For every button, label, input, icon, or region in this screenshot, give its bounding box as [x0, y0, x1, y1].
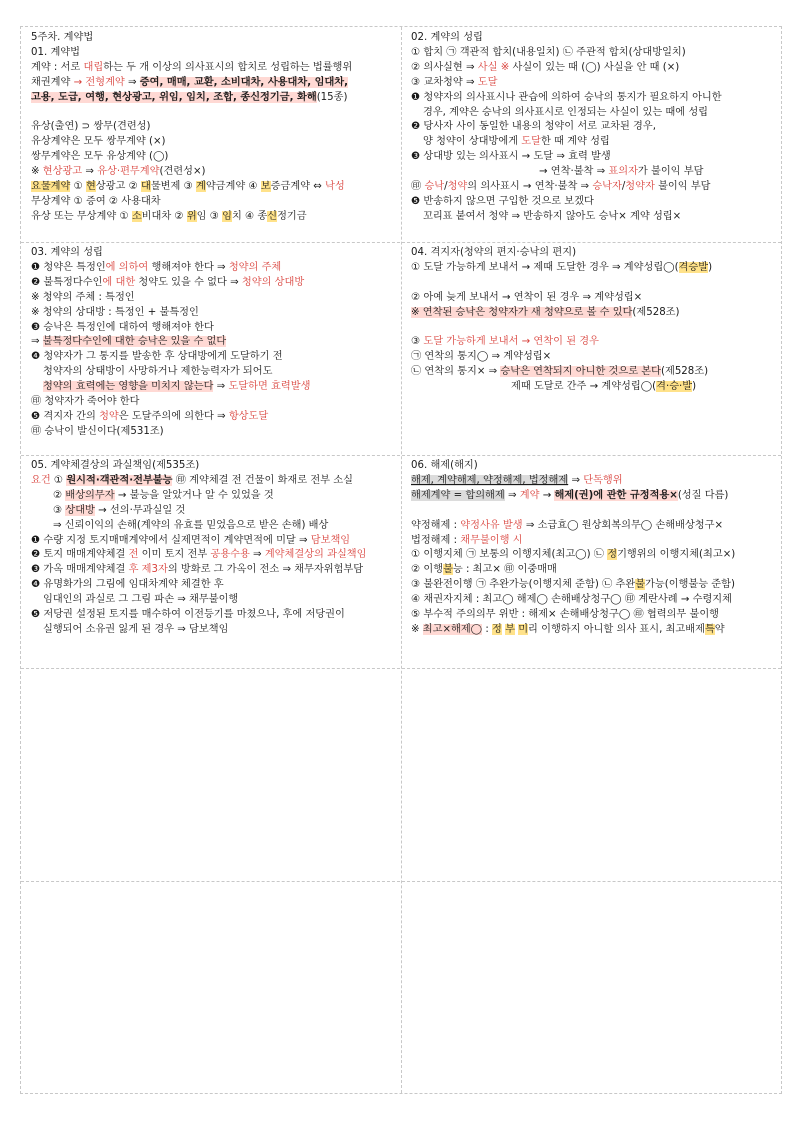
note-line [31, 623, 395, 638]
note-line [31, 335, 395, 350]
note-text: 불이익 부담 [654, 181, 711, 193]
note-text: 청약의 상대방 [241, 276, 305, 288]
note-text: 임 [222, 210, 232, 222]
note-text: → [539, 489, 555, 501]
note-text: 이미 토지 전부 [138, 549, 211, 561]
note-text: ❸ 승낙은 특정인에 대하여 행해져야 한다 [31, 321, 214, 333]
note-text: ❷ 불특정다수인 [31, 276, 103, 288]
note-text: ㊞ 청약자가 죽어야 한다 [31, 396, 140, 408]
note-text: 해제, 계약해제, 약정해제, 법정해제 [411, 474, 569, 486]
note-text: 청약 [447, 181, 468, 193]
note-text: → 연착·불착 ⇒ [539, 166, 609, 178]
note-text: 계약 : 서로 [31, 61, 84, 73]
note-line [411, 180, 777, 195]
note-text: ❺ 격지자 간의 [31, 410, 100, 422]
note-text: ② 이행 [411, 564, 444, 576]
note-text: → 불능을 알았거나 알 수 있었을 것 [114, 489, 274, 501]
note-text: 약정해제 : [411, 519, 461, 531]
note-text: 유상(출연) ⊃ 쌍무(견련성) [31, 121, 151, 133]
note-text: 원시적·객관적·전부불능 [66, 474, 173, 486]
note-line [31, 61, 395, 76]
note-text: (15종) [316, 91, 348, 103]
note-text: 무상계약 ① 증여 ② 사용대차 [31, 195, 161, 207]
note-text: 특 [704, 623, 715, 635]
note-text: ❹ 청약자가 그 통지를 발송한 후 상대방에게 도달하기 전 [31, 351, 283, 363]
note-text: / [621, 181, 626, 193]
note-text: ② 의사실현 ⇒ [411, 61, 478, 73]
note-line [411, 46, 777, 61]
note-text: ⇒ 신뢰이익의 손해(계약의 유효를 믿었음으로 받은 손해) 배상 [53, 519, 329, 531]
note-text: 04. 격지자(청약의 편지·승낙의 편지) [411, 247, 577, 258]
section-contract-formation-1 [401, 27, 783, 242]
note-text: 상광고 ② [95, 181, 141, 193]
note-text: ① 합치 ㉠ 객관적 합치(내용일치) ㉡ 주관적 합치(상대방일치) [411, 46, 686, 58]
note-text: ㊞ 계약체결 전 건물이 화재로 전부 소실 [172, 474, 353, 486]
note-line [411, 195, 777, 210]
section-culpa-in-contrahendo [21, 455, 401, 668]
note-text: ㊞ 승낙이 발신이다(제531조) [31, 425, 164, 437]
note-text: 해제계약 = 합의해제 [411, 489, 505, 501]
note-text: 청약도 있을 수 없다 ⇒ [135, 276, 242, 288]
note-line [31, 165, 395, 180]
note-line [411, 578, 777, 593]
note-line [31, 195, 395, 210]
note-text: 능 : 최고× ㊞ 이중매매 [452, 564, 557, 576]
note-line [31, 321, 395, 336]
note-text: 승낙 [424, 181, 445, 193]
note-text: ※ [500, 61, 510, 73]
note-text: ❺ 반송하지 않으면 구입한 것으로 보겠다 [411, 195, 594, 207]
note-line [31, 180, 395, 195]
note-text: ① [70, 181, 86, 193]
note-text: ③ [411, 336, 424, 348]
note-text: 격·승·발 [656, 381, 693, 393]
note-text: → 선의·무과실일 것 [94, 504, 186, 516]
note-text: ❷ 토지 매매계약체결 [31, 549, 129, 561]
note-text: 05. 계약체결상의 과실책임(제535조) [31, 460, 200, 471]
note-text: ① 도달 가능하게 보내서 → 제때 도달한 경우 ⇒ 계약성립◯( [411, 261, 679, 273]
note-text: 꼬리표 붙여서 청약 ⇒ 반송하지 않아도 승낙× 계약 성립× [423, 210, 682, 222]
note-line [411, 474, 777, 489]
note-line [31, 608, 395, 623]
note-text: 불특정다수인에 대한 승낙은 있을 수 없다 [42, 336, 227, 348]
note-line [31, 291, 395, 306]
note-text: 제3자 [141, 564, 168, 576]
note-text: 격승발 [678, 261, 709, 273]
note-text: ❸ 가옥 매매계약체결 [31, 564, 129, 576]
note-text: 담보책임 [310, 534, 351, 546]
note-line [31, 350, 395, 365]
note-text: 공용수용 [210, 549, 250, 561]
note-line [411, 623, 777, 638]
note-line [411, 306, 777, 321]
note-text: 현상광고 [42, 166, 83, 178]
note-text: 01. 계약법 [31, 46, 80, 58]
note-text: 불 [635, 579, 646, 591]
worksheet-page [20, 26, 782, 1094]
note-text: 증여, 매매, 교환, 소비대차, 사용대차, 임대차, [139, 76, 349, 88]
note-text: ) [692, 381, 697, 393]
note-text: ② 아예 늦게 보내서 → 연착이 된 경우 ⇒ 계약성립× [411, 291, 643, 303]
note-text: ③ 불완전이행 ㉠ 추완가능(이행지체 준함) ㉡ 추완 [411, 579, 636, 591]
section-rescission [401, 455, 783, 668]
note-text: ※ 청약의 상대방 : 특정인 + 불특정인 [31, 306, 199, 318]
note-line [31, 548, 395, 563]
note-text: 전 [128, 549, 139, 561]
note-text: 요건 [31, 474, 51, 486]
note-text: 행해져야 한다 ⇒ [148, 261, 229, 273]
note-line [411, 365, 777, 380]
note-text: 부 [505, 623, 515, 635]
note-text: ※ 청약의 주체 : 특정인 [31, 291, 135, 303]
note-text: 채권계약 [31, 76, 74, 88]
note-text: ❶ 청약자의 의사표시나 관습에 의하여 승낙의 통지가 필요하지 아니한 [411, 91, 722, 103]
note-text: 계약 [519, 489, 540, 501]
note-line [31, 135, 395, 150]
note-text: ① 이행지체 ㉠ 보통의 이행지체(최고◯) ㉡ [411, 549, 608, 561]
note-text: ④ 채권자지체 : 최고◯ 해제◯ 손해배상청구◯ ㊞ 계란사례 → 수령지체 [411, 594, 732, 606]
note-line [411, 593, 777, 608]
note-line [31, 150, 395, 165]
note-text: 사실이 있는 때 (◯) 사실을 안 때 (×) [509, 61, 680, 73]
note-text: 의 방화로 그 가옥이 전소 ⇒ 채무자위험부담 [167, 564, 364, 576]
note-text: 후 [128, 564, 139, 576]
note-text: ⇒ [82, 166, 98, 178]
note-text: ㊞ [411, 181, 425, 193]
section-heading [411, 31, 777, 46]
section-heading [31, 31, 395, 46]
note-text: ❷ 당사자 사이 동일한 내용의 청약이 서로 교차된 경우, [411, 121, 656, 133]
note-text: 정 [607, 549, 618, 561]
note-text: 가 불이익 부담 [637, 166, 704, 178]
note-text: 단독행위 [583, 474, 623, 486]
note-text: 06. 해제(해지) [411, 460, 478, 471]
note-text: 약 [714, 623, 725, 635]
note-text: (제528조) [632, 306, 680, 318]
note-text: 청약자의 상태방이 사망하거나 제한능력자가 되어도 [43, 366, 273, 378]
note-line [31, 593, 395, 608]
note-text: ② [53, 489, 66, 501]
note-text: 제때 도달로 간주 → 계약성립◯( [511, 381, 657, 393]
note-line [31, 91, 395, 106]
note-text: ❹ 유명화가의 그림에 임대차계약 체결한 후 [31, 579, 224, 591]
note-line [411, 380, 777, 395]
note-line [411, 563, 777, 578]
note-text: 보 [260, 181, 271, 193]
note-line [411, 61, 777, 76]
note-text: 경우, 계약은 승낙의 의사표시로 인정되는 사실이 있는 때에 성립 [423, 106, 709, 118]
note-text: 고용, 도급, 여행, 현상광고, 위임, 임치, 조합, 종신정기금, 화해 [31, 91, 317, 103]
section-contract-formation-2 [21, 242, 401, 455]
note-text: ⇒ [568, 474, 584, 486]
note-line [31, 504, 395, 519]
note-text: 청약의 주체 [228, 261, 282, 273]
note-line [31, 395, 395, 410]
note-line [31, 106, 395, 121]
note-text: ※ [411, 623, 423, 635]
note-text: ③ 교차청약 ⇒ [411, 76, 478, 88]
note-line [411, 210, 777, 225]
note-line [411, 321, 777, 336]
note-text: ㉠ 연착의 통지◯ ⇒ 계약성립× [411, 351, 552, 363]
note-line [31, 380, 395, 395]
note-text: 03. 계약의 성립 [31, 247, 103, 258]
note-text: 최고×해제◯ [422, 623, 483, 635]
note-text: ⇒ [31, 336, 43, 348]
section-distant-parties [401, 242, 783, 455]
note-line [411, 291, 777, 306]
note-text: 치 ④ 종 [231, 210, 268, 222]
note-text: 실행되어 소유권 잃게 된 경우 ⇒ 담보책임 [43, 623, 229, 635]
note-line [31, 365, 395, 380]
note-text: 임 ③ [196, 210, 223, 222]
note-text: 대 [140, 181, 151, 193]
note-line [411, 165, 777, 180]
note-text: 에 의하여 [105, 261, 149, 273]
note-text: (제528조) [661, 366, 709, 378]
note-text: 은 도달주의에 의한다 ⇒ [118, 410, 229, 422]
note-line [411, 135, 777, 150]
note-text: 도달하면 효력발생 [228, 381, 311, 393]
note-text: ⇒ [249, 549, 265, 561]
note-text: ㉡ 연착의 통지× ⇒ [411, 366, 501, 378]
note-text: → 전형계약 [73, 76, 125, 88]
note-line [411, 76, 777, 91]
note-text: ⇒ [213, 381, 229, 393]
note-text: ※ [31, 166, 43, 178]
note-text: 표의자 [608, 166, 638, 178]
note-line [31, 276, 395, 291]
note-line [411, 608, 777, 623]
note-line [31, 210, 395, 225]
section-heading [31, 246, 395, 261]
note-text: 청약의 효력에는 영향을 미치지 않는다 [43, 381, 214, 393]
note-line [31, 474, 395, 489]
note-text: 기행위의 이행지체(최고×) [617, 549, 736, 561]
note-line [31, 519, 395, 534]
note-text: 의 의사표시 → 연착·불착 ⇒ [467, 181, 593, 193]
section-heading [411, 246, 777, 261]
note-line [31, 306, 395, 321]
note-line [411, 504, 777, 519]
note-text: 가능(이행불능 준함) [645, 579, 735, 591]
note-text: 낙성 [325, 181, 345, 193]
note-line [31, 410, 395, 425]
note-text: 에 대한 [102, 276, 136, 288]
note-line [31, 46, 395, 61]
note-text: 법정해제 : [411, 534, 461, 546]
note-text: 불 [443, 564, 453, 576]
note-text: 계 [195, 181, 206, 193]
note-text: 청약자 [625, 181, 655, 193]
note-line [411, 106, 777, 121]
note-text: ❶ 청약은 특정인 [31, 261, 106, 273]
empty-cell-right-4 [401, 668, 783, 881]
note-text: 정 [492, 623, 502, 635]
note-text: 도달 [521, 136, 541, 148]
section-heading [411, 459, 777, 474]
note-text: ① [50, 474, 67, 486]
note-text: 02. 계약의 성립 [411, 32, 483, 43]
note-line [411, 534, 777, 549]
note-text: ❺ 저당권 설정된 토지를 매수하여 이전등기를 마쳤으나, 후에 저당권이 [31, 609, 345, 621]
note-text: (성질 다름) [677, 489, 729, 501]
note-text: 청약 [99, 410, 119, 422]
note-line [411, 150, 777, 165]
note-line [411, 120, 777, 135]
note-text: : [482, 623, 493, 635]
section-heading [31, 459, 395, 474]
note-text: 리 이행하지 아니할 의사 표시, 최고배제 [528, 623, 705, 635]
note-line [411, 519, 777, 534]
note-text: ※ 연착된 승낙은 청약자가 새 청약으로 볼 수 있다 [411, 306, 633, 318]
note-line [411, 489, 777, 504]
note-text: 증금계약 ⇔ [270, 181, 326, 193]
note-line [31, 578, 395, 593]
empty-cell-left-4 [21, 668, 401, 881]
note-text: / [444, 181, 448, 193]
note-line [31, 489, 395, 504]
note-text: 배상의무자 [65, 489, 115, 501]
note-text: (견련성×) [159, 166, 206, 178]
note-text: 승낙자 [592, 181, 622, 193]
note-text: 약정사유 발생 [460, 519, 523, 531]
note-line [411, 350, 777, 365]
note-text: 상대방 [65, 504, 95, 516]
note-text: 양 청약이 상대방에게 [423, 136, 522, 148]
note-text: 계약체결상의 과실책임 [264, 549, 367, 561]
note-text: 유상계약은 모두 쌍무계약 (×) [31, 136, 166, 148]
note-line [411, 548, 777, 563]
note-text: 사실 [477, 61, 498, 73]
note-text: 쌍무계약은 모두 유상계약 (◯) [31, 151, 169, 163]
note-text: 해제(권)에 관한 규정적용× [554, 489, 678, 501]
note-text: 5주차. 계약법 [31, 32, 94, 43]
note-text: 임대인의 과실로 그 그림 파손 ⇒ 채무불이행 [43, 594, 239, 606]
note-text: 하는 두 개 이상의 의사표시의 합치로 성립하는 법률행위 [103, 61, 353, 73]
note-line [411, 335, 777, 350]
note-text: 대립 [83, 61, 104, 73]
note-text: 채무불이행 시 [460, 534, 523, 546]
note-text: 유상 또는 무상계약 ① [31, 210, 132, 222]
note-line [31, 261, 395, 276]
note-line [31, 76, 395, 91]
note-text: ⑤ 부수적 주의의무 위반 : 해제× 손해배상청구◯ ㊞ 협력의무 불이행 [411, 609, 720, 621]
note-text: 비대차 ② [141, 210, 187, 222]
note-text: 현 [86, 181, 96, 193]
note-line [31, 534, 395, 549]
note-text: 미 [518, 623, 529, 635]
note-text: 신 [267, 210, 278, 222]
note-text: 도달 [477, 76, 498, 88]
note-text: 정기금 [277, 210, 307, 222]
note-line [411, 276, 777, 291]
note-text: ❶ 수량 지정 토지매매계약에서 실제면적이 계약면적에 미달 ⇒ [31, 534, 311, 546]
note-line [31, 563, 395, 578]
note-text: 승낙은 연착되지 아니한 것으로 본다 [500, 366, 661, 378]
note-text: 요물계약 [31, 181, 71, 193]
note-text: 약금계약 ④ [205, 181, 261, 193]
note-text: 유상·편무계약 [97, 166, 160, 178]
note-text: 소 [131, 210, 142, 222]
empty-cell-left-5 [21, 881, 401, 1095]
note-line [31, 425, 395, 440]
note-text: ③ [53, 504, 66, 516]
note-line [411, 261, 777, 276]
note-text: ❸ 상대방 있는 의사표시 → 도달 ⇒ 효력 발생 [411, 151, 611, 163]
note-text: 도달 가능하게 보내서 → 연착이 된 경우 [423, 336, 599, 348]
note-text: ⇒ [124, 76, 140, 88]
note-text: 한 때 계약 성립 [540, 136, 610, 148]
note-text: ⇒ 소급효◯ 원상회복의무◯ 손해배상청구× [522, 519, 724, 531]
note-text: ⇒ [504, 489, 520, 501]
note-text: 항상도달 [228, 410, 269, 422]
note-line [411, 91, 777, 106]
empty-cell-right-5 [401, 881, 783, 1095]
note-text: ) [708, 261, 713, 273]
note-line [31, 120, 395, 135]
section-contract-law [21, 27, 401, 242]
note-text: 위 [186, 210, 197, 222]
note-text: 물변제 ③ [150, 181, 196, 193]
